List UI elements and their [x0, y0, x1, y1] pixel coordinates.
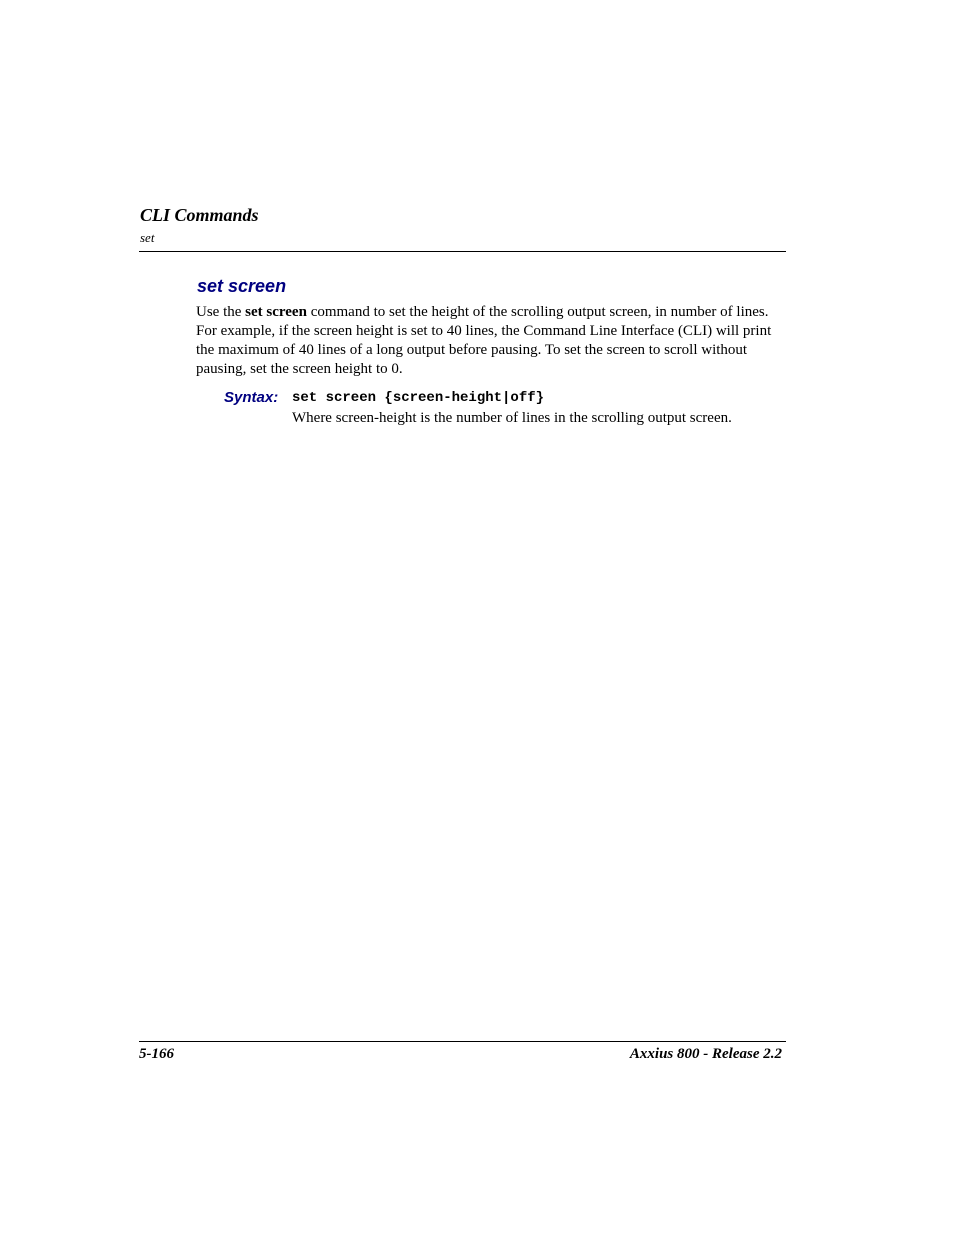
- section-title: set screen: [197, 276, 287, 296]
- syntax-label: Syntax:: [224, 389, 279, 406]
- paragraph-intro: Use the: [196, 304, 246, 320]
- syntax-description: Where screen-height is the number of lines in the scrolling output screen.: [292, 410, 732, 426]
- product-release: Axxius 800 - Release 2.2: [629, 1046, 782, 1062]
- chapter-title: CLI Commands: [140, 205, 259, 225]
- command-name: set screen: [245, 304, 307, 320]
- chapter-subtitle: set: [140, 230, 155, 245]
- description-paragraph: [196, 303, 788, 379]
- page-number: 5-166: [139, 1046, 174, 1062]
- syntax-code: set screen {screen-height|off}: [292, 390, 545, 406]
- paragraph-rest: command to set the height of the scrolling output screen, in number of lines. For example, if the screen height is set to 40 lines, the Command Line Interface (CLI) will print the maximum of 40 lines of a long output before pausing. To set the screen to scroll without pausing, set the screen height to 0.: [196, 304, 772, 377]
- footer-rule: [139, 1041, 786, 1042]
- header-rule: [139, 251, 786, 252]
